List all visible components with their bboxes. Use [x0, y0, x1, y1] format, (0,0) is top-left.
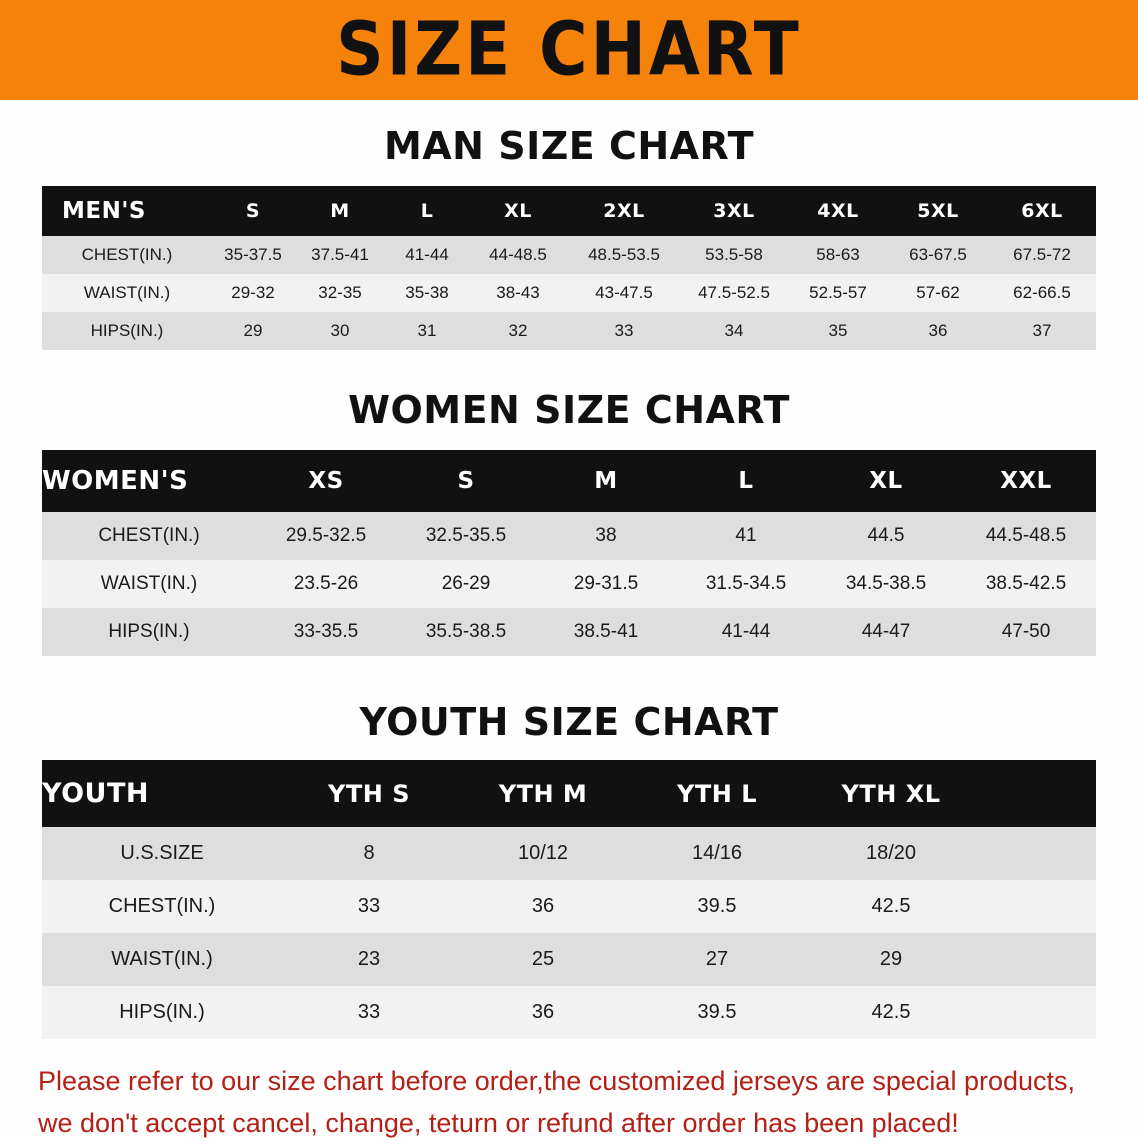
man-cell: 35-38: [386, 274, 468, 312]
man-header-cell: 2XL: [568, 186, 680, 236]
disclaimer-note: [38, 1061, 1100, 1145]
table-row: [42, 827, 1096, 880]
table-row: [42, 933, 1096, 986]
disclaimer-line-1: Please refer to our size chart before order,the customized jerseys are special products,: [38, 1066, 1076, 1096]
women-cell: 41-44: [676, 608, 816, 656]
women-cell: 26-29: [396, 560, 536, 608]
youth-header-cell: YOUTH: [42, 760, 282, 827]
man-cell: 37: [988, 312, 1096, 350]
women-cell: 38.5-41: [536, 608, 676, 656]
man-cell: 35: [788, 312, 888, 350]
women-row-label: CHEST(IN.): [42, 512, 256, 560]
women-cell: 35.5-38.5: [396, 608, 536, 656]
youth-cell: 33: [282, 986, 456, 1039]
man-cell: 30: [294, 312, 386, 350]
youth-cell: 39.5: [630, 880, 804, 933]
man-cell: 37.5-41: [294, 236, 386, 274]
youth-section-heading: YOUTH SIZE CHART: [359, 700, 779, 744]
women-header-cell: XL: [816, 450, 956, 512]
man-cell: 63-67.5: [888, 236, 988, 274]
women-section-heading: WOMEN SIZE CHART: [348, 388, 790, 432]
man-header-cell: 5XL: [888, 186, 988, 236]
youth-cell: 27: [630, 933, 804, 986]
women-cell: 44.5-48.5: [956, 512, 1096, 560]
women-cell: 47-50: [956, 608, 1096, 656]
women-table-header: [42, 450, 1096, 512]
man-cell: 33: [568, 312, 680, 350]
women-header-cell: M: [536, 450, 676, 512]
man-cell: 31: [386, 312, 468, 350]
youth-row-label: CHEST(IN.): [42, 880, 282, 933]
youth-cell: 10/12: [456, 827, 630, 880]
page-title: SIZE CHART: [336, 6, 802, 93]
man-cell: 29: [212, 312, 294, 350]
man-cell: 48.5-53.5: [568, 236, 680, 274]
youth-size-table: [42, 760, 1096, 1039]
man-row-label: CHEST(IN.): [42, 236, 212, 274]
man-header-cell: XL: [468, 186, 568, 236]
man-header-cell: 4XL: [788, 186, 888, 236]
women-cell: 32.5-35.5: [396, 512, 536, 560]
women-header-cell: S: [396, 450, 536, 512]
youth-cell-spacer: [978, 986, 1096, 1039]
table-header-row: [42, 760, 1096, 827]
man-cell: 62-66.5: [988, 274, 1096, 312]
youth-cell: 33: [282, 880, 456, 933]
youth-cell: 29: [804, 933, 978, 986]
man-cell: 44-48.5: [468, 236, 568, 274]
man-size-table: [42, 186, 1096, 350]
women-table-wrapper: [42, 450, 1096, 656]
table-row: [42, 512, 1096, 560]
man-cell: 47.5-52.5: [680, 274, 788, 312]
man-cell: 38-43: [468, 274, 568, 312]
women-cell: 29-31.5: [536, 560, 676, 608]
youth-cell: 36: [456, 986, 630, 1039]
women-header-cell: WOMEN'S: [42, 450, 256, 512]
table-row: [42, 986, 1096, 1039]
youth-header-cell: YTH XL: [804, 760, 978, 827]
man-cell: 32-35: [294, 274, 386, 312]
man-header-cell: L: [386, 186, 468, 236]
women-cell: 38: [536, 512, 676, 560]
youth-cell: 8: [282, 827, 456, 880]
man-cell: 43-47.5: [568, 274, 680, 312]
man-header-cell: M: [294, 186, 386, 236]
women-cell: 44.5: [816, 512, 956, 560]
youth-cell: 36: [456, 880, 630, 933]
man-cell: 32: [468, 312, 568, 350]
youth-table-header: [42, 760, 1096, 827]
man-cell: 67.5-72: [988, 236, 1096, 274]
man-row-label: HIPS(IN.): [42, 312, 212, 350]
man-section-heading: MAN SIZE CHART: [383, 124, 755, 168]
man-header-cell: 6XL: [988, 186, 1096, 236]
youth-table-wrapper: [42, 760, 1096, 1039]
man-table-header: [42, 186, 1096, 236]
table-row: [42, 880, 1096, 933]
youth-header-cell: YTH L: [630, 760, 804, 827]
women-header-cell: L: [676, 450, 816, 512]
table-row: [42, 560, 1096, 608]
youth-row-label: HIPS(IN.): [42, 986, 282, 1039]
youth-cell: 25: [456, 933, 630, 986]
man-cell: 58-63: [788, 236, 888, 274]
man-header-cell: MEN'S: [42, 186, 212, 236]
table-header-row: [42, 186, 1096, 236]
man-cell: 36: [888, 312, 988, 350]
page-banner: [0, 0, 1138, 100]
youth-cell: 39.5: [630, 986, 804, 1039]
women-cell: 41: [676, 512, 816, 560]
table-row: [42, 236, 1096, 274]
youth-cell-spacer: [978, 827, 1096, 880]
women-table-body: [42, 512, 1096, 656]
youth-row-label: WAIST(IN.): [42, 933, 282, 986]
youth-cell-spacer: [978, 933, 1096, 986]
man-header-cell: S: [212, 186, 294, 236]
youth-cell: 23: [282, 933, 456, 986]
women-cell: 31.5-34.5: [676, 560, 816, 608]
youth-cell: 42.5: [804, 880, 978, 933]
table-row: [42, 312, 1096, 350]
women-cell: 33-35.5: [256, 608, 396, 656]
women-cell: 29.5-32.5: [256, 512, 396, 560]
women-cell: 23.5-26: [256, 560, 396, 608]
women-size-table: [42, 450, 1096, 656]
man-cell: 29-32: [212, 274, 294, 312]
man-table-wrapper: [42, 186, 1096, 350]
youth-header-cell: YTH S: [282, 760, 456, 827]
women-row-label: HIPS(IN.): [42, 608, 256, 656]
youth-cell: 18/20: [804, 827, 978, 880]
youth-cell-spacer: [978, 880, 1096, 933]
youth-cell: 42.5: [804, 986, 978, 1039]
youth-cell: 14/16: [630, 827, 804, 880]
man-row-label: WAIST(IN.): [42, 274, 212, 312]
man-cell: 53.5-58: [680, 236, 788, 274]
youth-header-spacer: [978, 760, 1096, 827]
disclaimer-line-2: we don't accept cancel, change, teturn or refund after order has been placed!: [38, 1107, 959, 1138]
women-cell: 38.5-42.5: [956, 560, 1096, 608]
youth-table-body: [42, 827, 1096, 1039]
youth-row-label: U.S.SIZE: [42, 827, 282, 880]
table-row: [42, 608, 1096, 656]
man-table-body: [42, 236, 1096, 350]
women-cell: 44-47: [816, 608, 956, 656]
women-header-cell: XXL: [956, 450, 1096, 512]
table-header-row: [42, 450, 1096, 512]
youth-header-cell: YTH M: [456, 760, 630, 827]
man-cell: 34: [680, 312, 788, 350]
man-cell: 57-62: [888, 274, 988, 312]
table-row: [42, 274, 1096, 312]
man-cell: 35-37.5: [212, 236, 294, 274]
man-cell: 41-44: [386, 236, 468, 274]
man-cell: 52.5-57: [788, 274, 888, 312]
man-header-cell: 3XL: [680, 186, 788, 236]
women-row-label: WAIST(IN.): [42, 560, 256, 608]
women-header-cell: XS: [256, 450, 396, 512]
women-cell: 34.5-38.5: [816, 560, 956, 608]
